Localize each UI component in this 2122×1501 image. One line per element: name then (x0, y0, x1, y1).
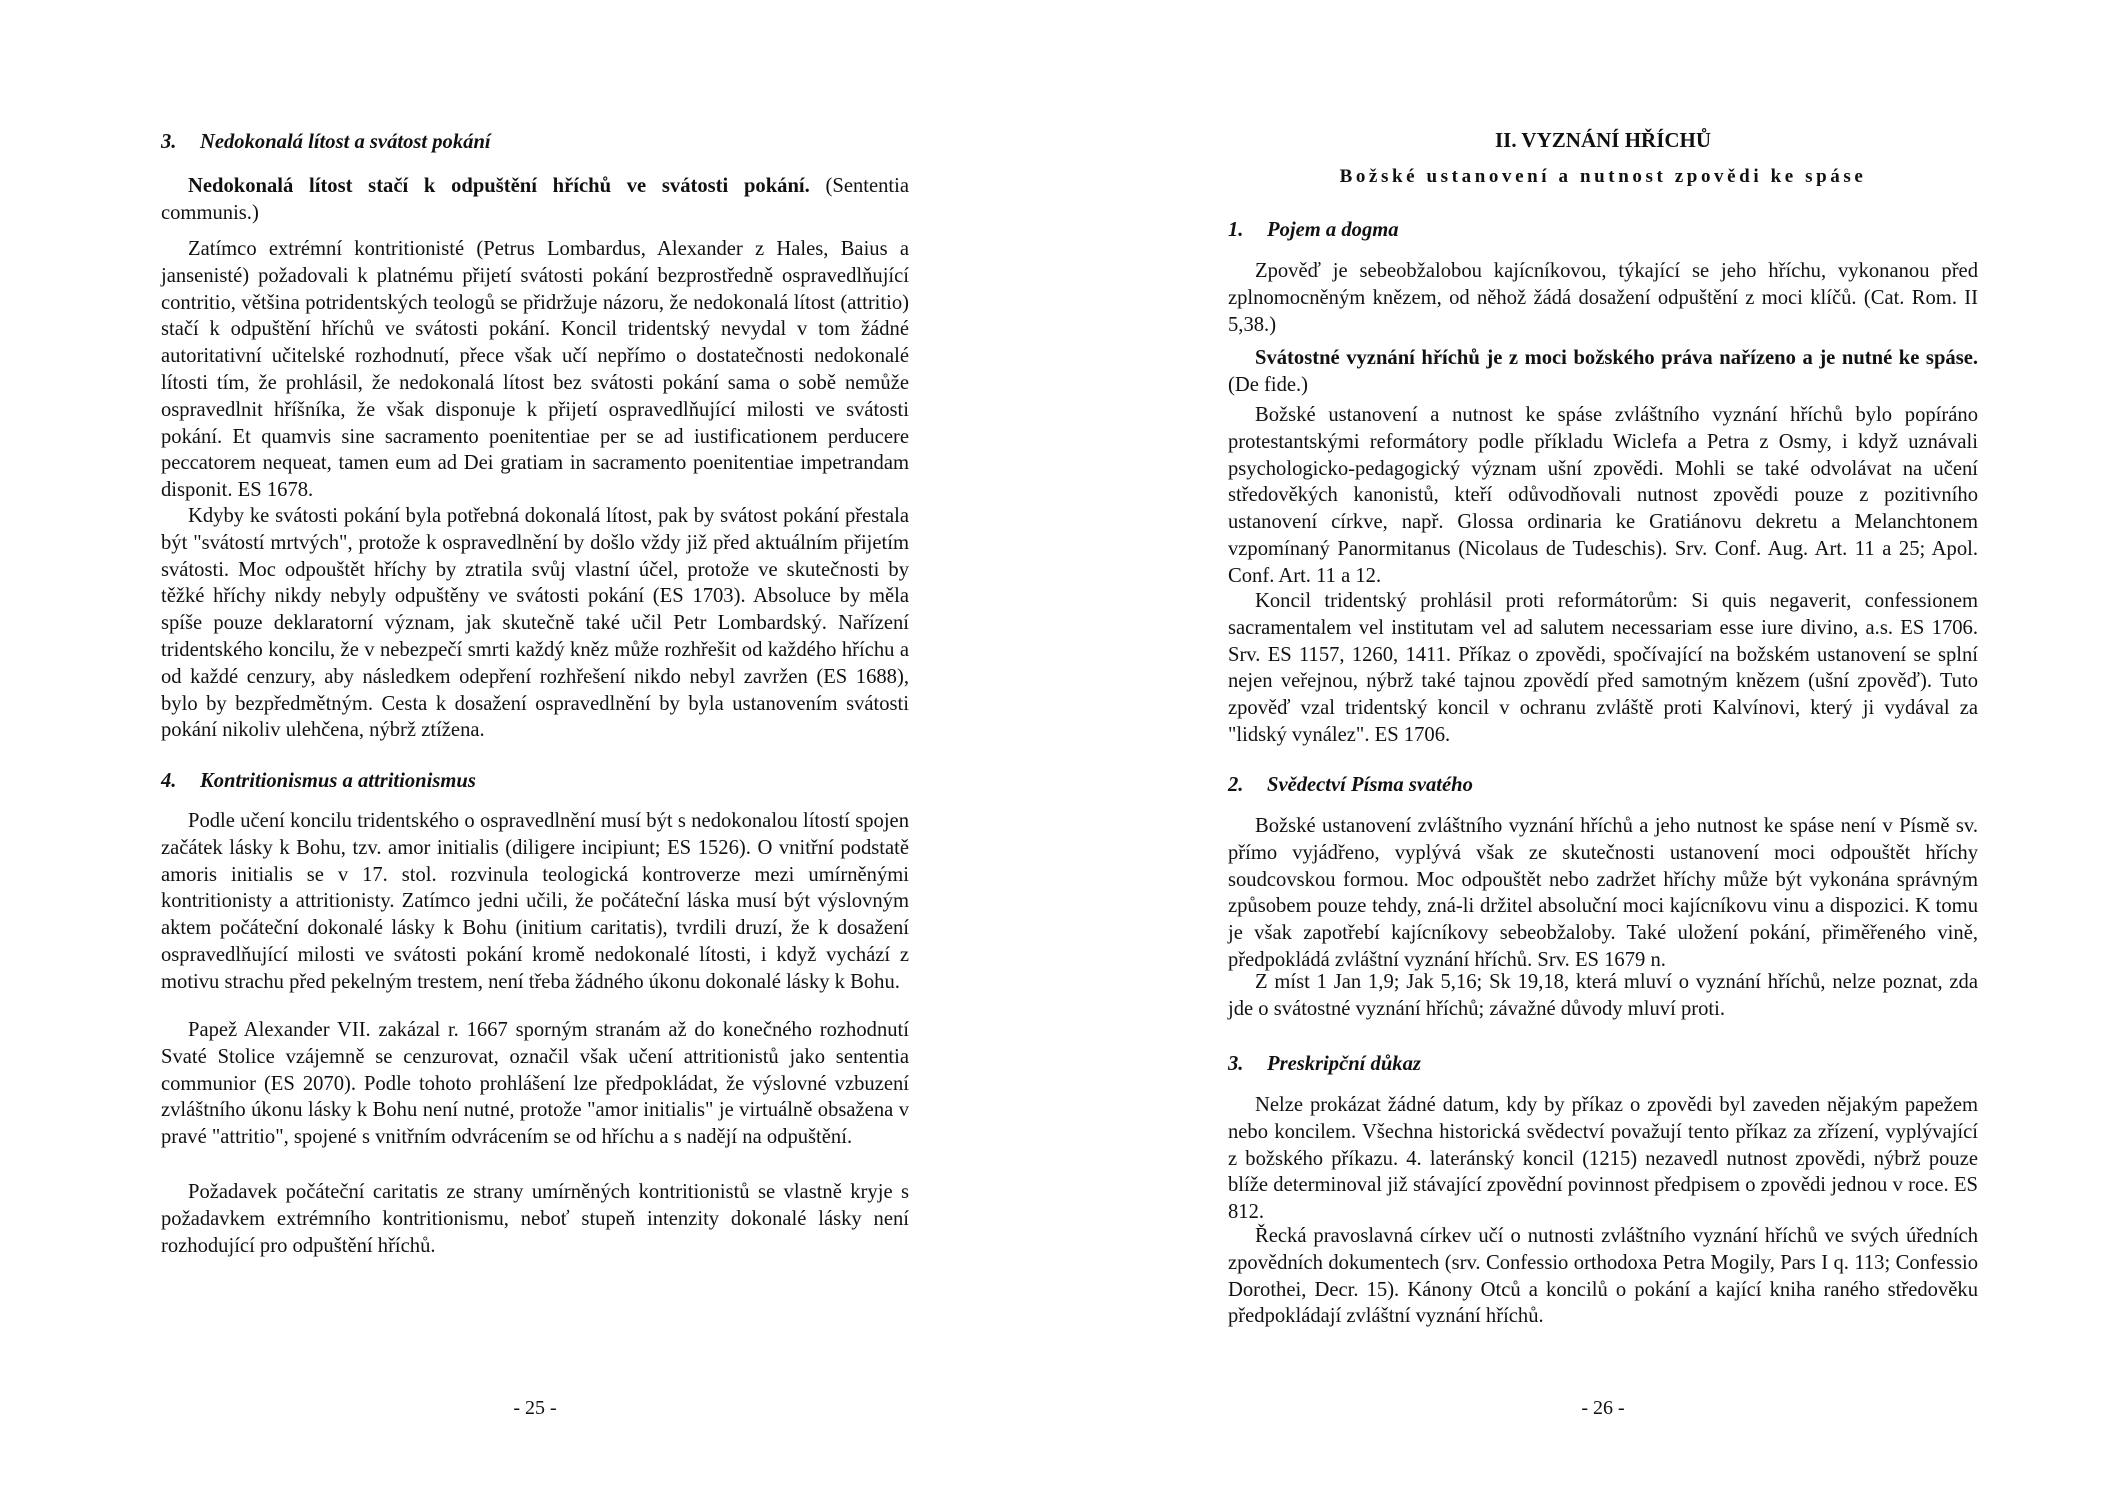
section-heading (1228, 772, 1978, 799)
paragraph: Nelze prokázat žádné datum, kdy by příkaz o zpovědi byl zaveden nějakým papežem nebo koncilem. Všechna historická svědectví považují tento příkaz za zřízení, vyplývající z božského příkazu. 4. lateránský koncil (1215) nezavedl nutnost zpovědi, nýbrž pouze blíže determinoval již stávající zpovědní povinnost předpisem o zpovědi jednou v roce. ES 812. (1228, 1094, 1978, 1224)
section-heading (1228, 1051, 1978, 1078)
section-heading (161, 768, 909, 795)
left-page (161, 0, 909, 1501)
thesis-text: Nedokonalá lítost stačí k odpuštění hříchů ve svátosti pokání. (188, 175, 810, 197)
thesis-paragraph (1228, 345, 1978, 399)
section-title: Kontritionismus a attritionismus (200, 770, 476, 792)
paragraph: Božské ustanovení zvláštního vyznání hříchů a jeho nutnost ke spáse není v Písmě sv. přímo vyjádřeno, vyplývá však ze skutečnosti ustanovení moci odpouštět hříchy soudcovskou formou. Moc odpouštět nebo zadržet hříchy může být vykonána správným způsobem pouze tehdy, zná-li držitel absoluční moci kajícníkovu vinu a dispozici. K tomu je však zapotřebí kajícníkovy sebeobžaloby. Také uložení pokání, přiměřeného vině, předpokládá zvláštní vyznání hříchů. Srv. ES 1679 n. (1228, 815, 1978, 971)
page-number: - 26 - (1581, 1397, 1625, 1419)
paragraph: Papež Alexander VII. zakázal r. 1667 sporným stranám až do konečného rozhodnutí Svaté Stolice vzájemně se cenzurovat, označil však učení attritionistů jako sententia communior (ES 2070). Podle tohoto prohlášení lze předpokládat, že výslovné vzbuzení zvláštního úkonu lásky k Bohu není nutné, protože "amor initialis" je virtuálně obsažena v pravé "attritio", spojené s vnitřním odvrácením se od hříchu a s nadějí na odpuštění. (161, 1019, 909, 1149)
paragraph: Zpověď je sebeobžalobou kajícníkovou, týkající se jeho hříchu, vykonanou před zplnomocněným knězem, od něhož žádá dosažení odpuštění z moci klíčů. (Cat. Rom. II 5,38.) (1228, 260, 1978, 336)
paragraph: Z míst 1 Jan 1,9; Jak 5,16; Sk 19,18, která mluví o vyznání hříchů, nelze poznat, zda jde o svátostné vyznání hříchů; závažné důvody mluví proti. (1228, 971, 1978, 1020)
paragraph: Zatímco extrémní kontritionisté (Petrus Lombardus, Alexander z Hales, Baius a jansenisté) požadovali k platnému přijetí svátosti pokání bezprostředně ospravedlňující contritio, většina potridentských teologů se přidržuje názoru, že nedokonalá lítost (attritio) stačí k odpuštění hříchů ve svátosti pokání. Koncil tridentský nevydal v tom žádné autoritativní učitelské rozhodnutí, přece však učí nepřímo o dostatečnosti nedokonalé lítosti tím, že prohlásil, že nedokonalá lítost bez svátosti pokání sama o sobě nemůže ospravedlnit hříšníka, že však disponuje k přijetí ospravedlňující milosti ve svátosti pokání. Et quamvis sine sacramento poenitentiae per se ad iustificationem perducere peccatorem nequeat, tamen eum ad Dei gratiam in sacramento poenitentiae impetrandam disponit. ES 1678. (161, 238, 909, 502)
chapter-subtitle: Božské ustanovení a nutnost zpovědi ke spáse (1339, 166, 1867, 187)
section-number: 3. (1228, 1053, 1244, 1075)
thesis-text: Svátostné vyznání hříchů je z moci božského práva nařízeno a je nutné ke spáse. (1255, 347, 1978, 369)
section-number: 3. (161, 131, 177, 153)
section-heading (1228, 217, 1978, 244)
paragraph: Řecká pravoslavná církev učí o nutnosti zvláštního vyznání hříchů ve svých úředních zpovědních dokumentech (srv. Confessio orthodoxa Petra Mogily, Pars I q. 113; Confessio Dorothei, Decr. 15). Kánony Otců a koncilů o pokání a kající kniha raného středověku předpokládají zvláštní vyznání hříchů. (1228, 1225, 1978, 1328)
paragraph: Podle učení koncilu tridentského o ospravedlnění musí být s nedokonalou lítostí spojen začátek lásky k Bohu, tzv. amor initialis (diligere incipiunt; ES 1526). O vnitřní podstatě amoris initialis se v 17. stol. rozvinula teologická kontroverze mezi umírněnými kontritionisty a attritionisty. Zatímco jedni učili, že počáteční láska musí být výslovným aktem počáteční dokonalé lásky k Bohu (initium caritatis), tvrdili druzí, že k dosažení ospravedlňující milosti ve svátosti pokání kromě nedokonalé lítosti, i když vychází z motivu strachu před pekelným trestem, není třeba žádného úkonu dokonalé lásky k Bohu. (161, 810, 909, 993)
page-number: - 25 - (513, 1397, 557, 1419)
thesis-paragraph (161, 173, 909, 227)
section-number: 2. (1228, 774, 1244, 796)
section-number: 4. (161, 770, 177, 792)
paragraph: Kdyby ke svátosti pokání byla potřebná dokonalá lítost, pak by svátost pokání přestala být "svátostí mrtvých", protože k ospravedlnění by došlo vždy již před aktuálním přijetím svátosti. Moc odpouštět hříchy by ztratila svůj vlastní účel, protože ve skutečnosti by těžké hříchy nikdy nebyly odpuštěny ve svátosti pokání (ES 1703). Absoluce by měla spíše pouze deklaratorní význam, jak skutečně také učil Petr Lombardský. Nařízení tridentského koncilu, že v nebezpečí smrti každý kněz může rozhřešit od každého hříchu a od každé cenzury, aby následkem odepření rozhřešení nikdo nebyl zavržen (ES 1688), bylo by bezpředmětným. Cesta k dosažení ospravedlnění by byla ustanovením svátosti pokání nikoliv ulehčena, nýbrž ztížena. (161, 505, 909, 742)
section-title: Nedokonalá lítost a svátost pokání (200, 131, 491, 153)
thesis-note: (Sententia communis.) (161, 175, 910, 224)
paragraph: Božské ustanovení a nutnost ke spáse zvláštního vyznání hříchů bylo popíráno protestantskými reformátory podle příkladu Wiclefa a Petra z Osmy, i když uznávali psychologicko-pedagogický význam ušní zpovědi. Mohli se také odvolávat na učení středověkých kanonistů, kteří odůvodňovali nutnost zpovědi pouze z pozitivního ustanovení církve, např. Glossa ordinaria ke Gratiánovu dekretu a Melanchtonem vzpomínaný Panormitanus (Nicolaus de Tudeschis). Srv. Conf. Aug. Art. 11 a 25; Apol. Conf. Art. 11 a 12. (1228, 404, 1978, 587)
section-title: Svědectví Písma svatého (1267, 774, 1473, 796)
section-title: Preskripční důkaz (1267, 1053, 1421, 1075)
right-page (1228, 0, 1978, 1501)
section-title: Pojem a dogma (1267, 219, 1399, 241)
thesis-note: (De fide.) (1228, 373, 1309, 396)
paragraph: Koncil tridentský prohlásil proti reformátorům: Si quis negaverit, confessionem sacramentalem vel institutam vel ad salutem necessariam esse iure divino, a.s. ES 1706. Srv. ES 1157, 1260, 1411. Příkaz o zpovědi, spočívající na božském ustanovení se splní nejen veřejnou, nýbrž také tajnou zpovědí před samotným knězem (ušní zpověď). Tuto zpověď vzal tridentský koncil v ochranu zvláště proti Kalvínovi, který ji vydával za "lidský vynález". ES 1706. (1228, 590, 1978, 746)
paragraph: Požadavek počáteční caritatis ze strany umírněných kontritionistů se vlastně kryje s požadavkem extrémního kontritionismu, neboť stupeň intenzity dokonalé lásky není rozhodující pro odpuštění hříchů. (161, 1181, 909, 1257)
chapter-title: II. VYZNÁNÍ HŘÍCHŮ (1494, 128, 1712, 152)
section-heading (161, 129, 909, 156)
section-number: 1. (1228, 219, 1244, 241)
